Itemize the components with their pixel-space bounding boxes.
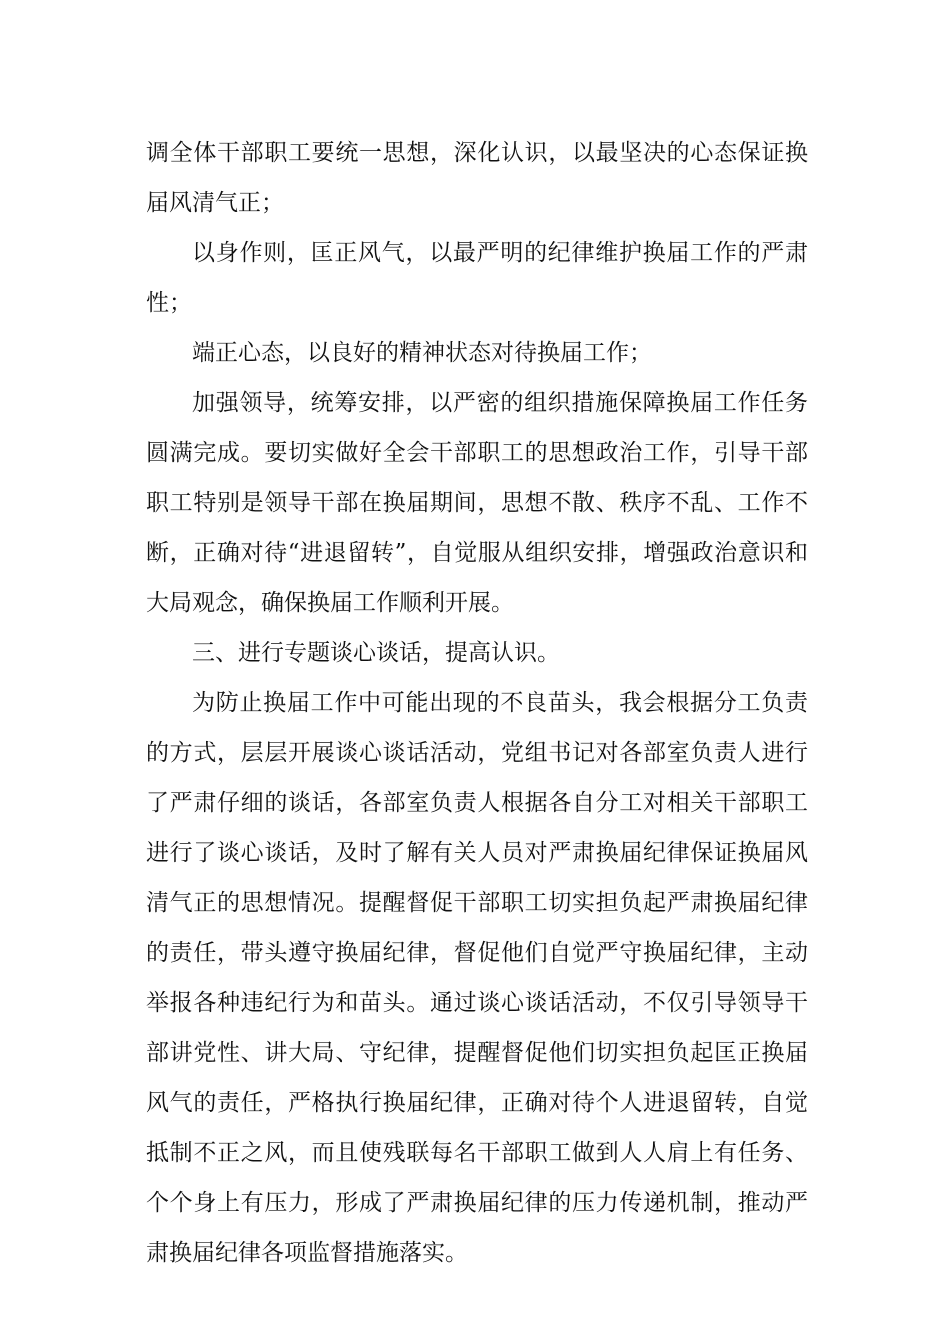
section-heading-three: 三、进行专题谈心谈话，提高认识。 — [192, 640, 560, 666]
paragraph-lead-by-example: 以身作则，匡正风气，以最严明的纪律维护换届工作的严肃性； — [146, 240, 808, 316]
paragraph-talk-activities: 为防止换届工作中可能出现的不良苗头，我会根据分工负责的方式，层层开展谈心谈话活动，党组书记对各部室负责人进行了严肃仔细的谈话，各部室负责人根据各自分工对相关干部职工进行了谈心谈话，及时了解有关人员对严肃换届纪律保证换届风清气正的思想情况。提醒督促干部职工切实担负起严肃换届纪律的责任，带头遵守换届纪律，督促他们自觉严守换届纪律，主动举报各种违纪行为和苗头。通过谈心谈话活动，不仅引导领导干部讲党性、讲大局、守纪律，提醒督促他们切实担负起匡正换届风气的责任，严格执行换届纪律，正确对待个人进退留转，自觉抵制不正之风，而且使残联每名干部职工做到人人肩上有任务、个个身上有压力，形成了严肃换届纪律的压力传递机制，推动严肃换届纪律各项监督措施落实。 — [146, 690, 808, 1266]
paragraph-strengthen-leadership: 加强领导，统筹安排，以严密的组织措施保障换届工作任务圆满完成。要切实做好全会干部职工的思想政治工作，引导干部职工特别是领导干部在换届期间，思想不散、秩序不乱、工作不断，正确对待“进退留转”，自觉服从组织安排，增强政治意识和大局观念，确保换届工作顺利开展。 — [146, 390, 808, 616]
paragraph-correct-attitude: 端正心态，以良好的精神状态对待换届工作； — [192, 340, 652, 366]
paragraph-continuation: 调全体干部职工要统一思想，深化认识，以最坚决的心态保证换届风清气正； — [146, 140, 808, 216]
document-body — [146, 128, 808, 1278]
